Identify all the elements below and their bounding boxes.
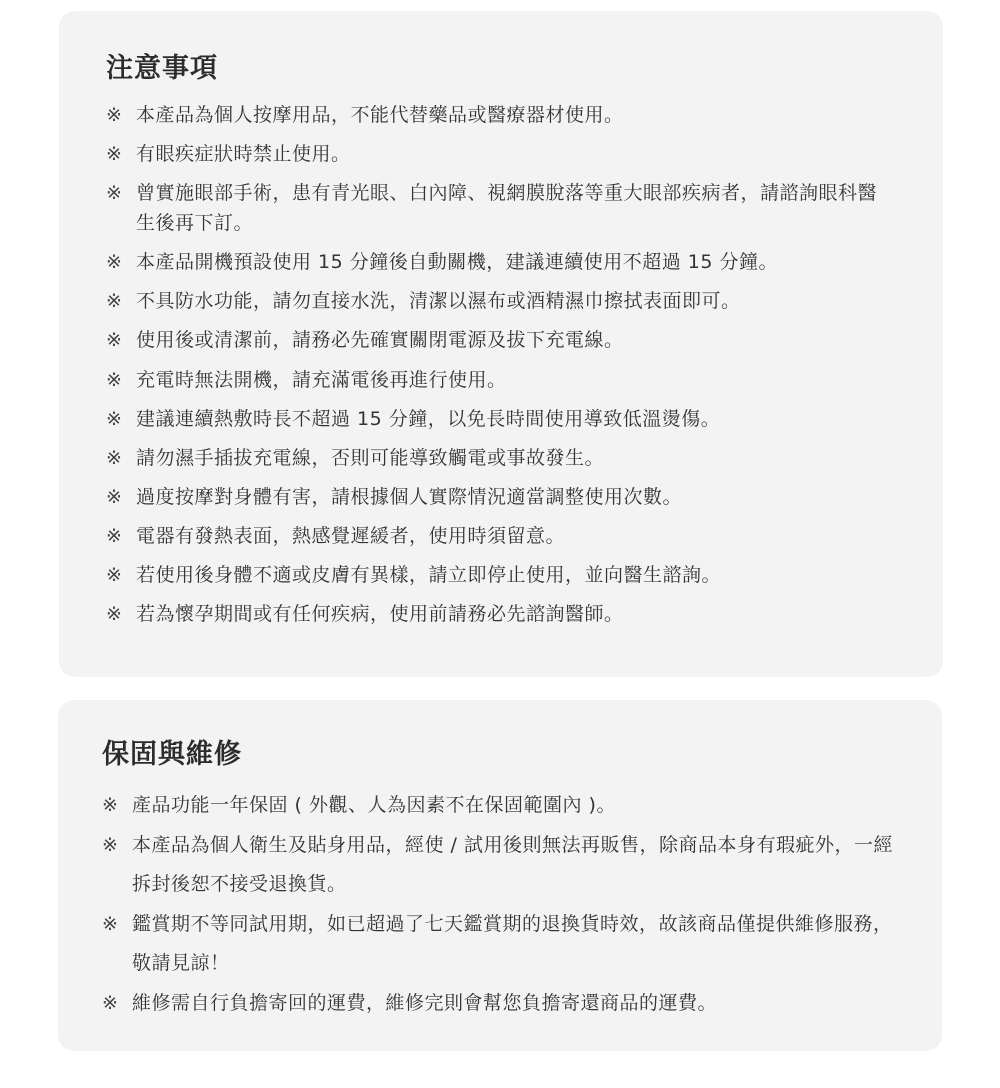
reference-mark: ※ [106, 524, 123, 547]
list-item-text: 充電時無法開機，請充滿電後再進行使用。 [136, 368, 507, 391]
list-item [106, 560, 895, 590]
list-item [106, 286, 895, 316]
list-item [106, 365, 895, 395]
list-item-text: 維修需自行負擔寄回的運費，維修完則會幫您負擔寄還商品的運費。 [132, 991, 718, 1014]
list-item [106, 599, 895, 629]
list-item [106, 404, 895, 434]
list-item-text: 不具防水功能，請勿直接水洗，清潔以濕布或酒精濕巾擦拭表面即可。 [136, 290, 741, 313]
reference-mark: ※ [102, 794, 119, 816]
list-item [106, 247, 895, 277]
warranty-card [58, 700, 942, 1051]
list-item-text: 本產品為個人按摩用品，不能代替藥品或醫療器材使用。 [136, 104, 624, 126]
list-item [102, 826, 894, 905]
reference-mark: ※ [106, 446, 123, 469]
reference-mark: ※ [102, 833, 119, 856]
list-item-text: 建議連續熱敷時長不超過 15 分鐘，以免長時間使用導致低溫燙傷。 [136, 407, 721, 430]
list-item-text: 若為懷孕期間或有任何疾病，使用前請務必先諮詢醫師。 [136, 603, 624, 626]
list-item-text: 若使用後身體不適或皮膚有異樣，請立即停止使用，並向醫生諮詢。 [136, 564, 722, 587]
reference-mark: ※ [106, 485, 123, 508]
list-item [106, 482, 895, 512]
reference-mark: ※ [106, 251, 123, 274]
notice-title: 注意事項 [106, 53, 218, 84]
reference-mark: ※ [106, 104, 123, 126]
list-item [102, 786, 894, 826]
list-item [106, 178, 895, 238]
list-item-text: 鑑賞期不等同試用期，如已超過了七天鑑賞期的退換貨時效，故該商品僅提供維修服務，敬請見諒！ [132, 912, 893, 974]
reference-mark: ※ [106, 182, 123, 205]
list-item [102, 984, 894, 1024]
notice-card [59, 11, 943, 677]
reference-mark: ※ [106, 143, 123, 166]
reference-mark: ※ [106, 329, 123, 352]
reference-mark: ※ [106, 564, 123, 587]
list-item-text: 有眼疾症狀時禁止使用。 [136, 143, 351, 166]
list-item [106, 443, 895, 473]
list-item-text: 產品功能一年保固 ( 外觀、人為因素不在保固範圍內 )。 [132, 794, 616, 816]
list-item-text: 請勿濕手插拔充電線，否則可能導致觸電或事故發生。 [136, 446, 605, 469]
reference-mark: ※ [102, 912, 119, 935]
list-item [102, 905, 894, 984]
list-item [106, 521, 895, 551]
reference-mark: ※ [106, 368, 123, 391]
list-item-text: 使用後或清潔前，請務必先確實關閉電源及拔下充電線。 [136, 329, 624, 352]
reference-mark: ※ [106, 290, 123, 313]
notice-list [106, 100, 895, 629]
list-item [106, 325, 895, 355]
reference-mark: ※ [102, 991, 119, 1014]
list-item [106, 139, 895, 169]
list-item-text: 本產品開機預設使用 15 分鐘後自動關機，建議連續使用不超過 15 分鐘。 [136, 251, 779, 274]
list-item-text: 本產品為個人衛生及貼身用品，經使 / 試用後則無法再販售，除商品本身有瑕疵外，一經拆封後恕不接受退換貨。 [132, 833, 893, 895]
list-item-text: 過度按摩對身體有害，請根據個人實際情況適當調整使用次數。 [136, 485, 683, 508]
list-item-text: 曾實施眼部手術，患有青光眼、白內障、視網膜脫落等重大眼部疾病者，請諮詢眼科醫生後再下訂。 [136, 182, 878, 235]
reference-mark: ※ [106, 407, 123, 430]
warranty-list [102, 786, 894, 1023]
list-item [106, 100, 895, 130]
reference-mark: ※ [106, 603, 123, 626]
list-item-text: 電器有發熱表面，熱感覺遲緩者，使用時須留意。 [136, 524, 566, 547]
warranty-title: 保固與維修 [102, 739, 242, 770]
